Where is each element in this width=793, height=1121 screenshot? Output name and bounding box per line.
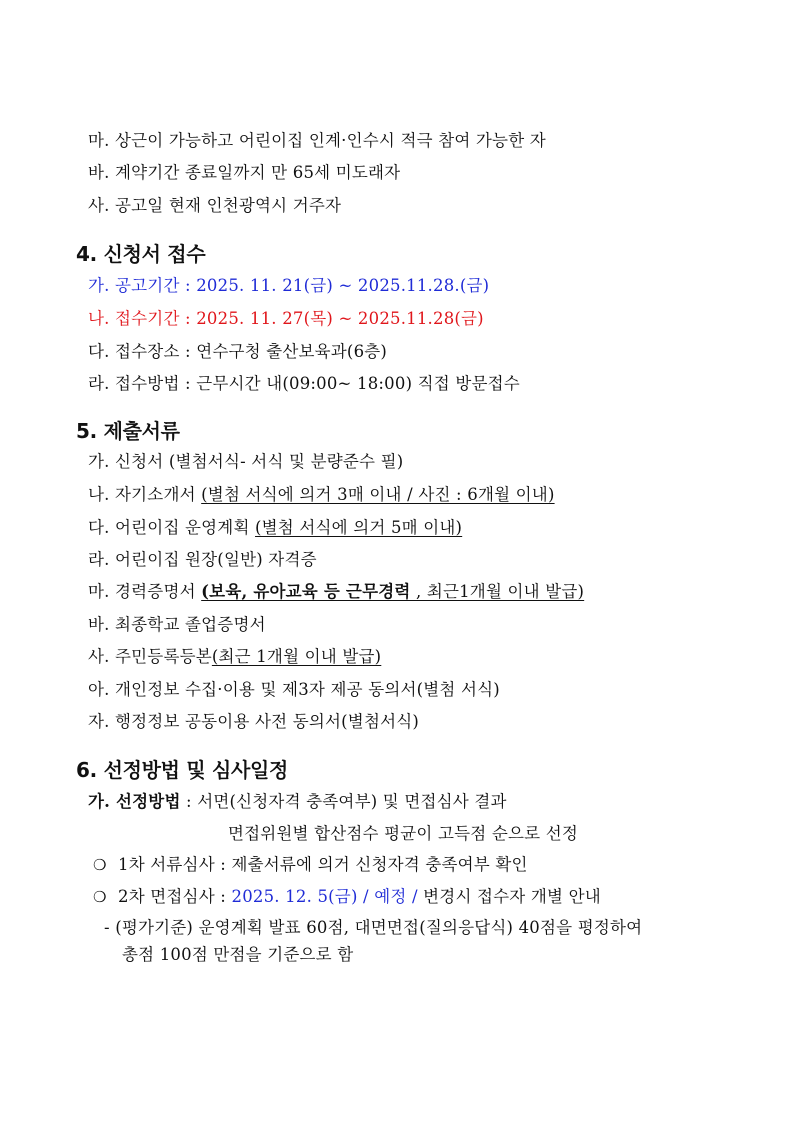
notice-period: 가. 공고기간 : 2025. 11. 21(금) ~ 2025.11.28.(금)	[88, 276, 490, 295]
application-method: 라. 접수방법 : 근무시간 내(09:00~ 18:00) 직접 방문접수	[88, 374, 520, 393]
doc-privacy-consent: 아. 개인정보 수집·이용 및 제3자 제공 동의서(별첨 서식)	[88, 680, 500, 699]
doc-career-note-bold: (보육, 유아교육 등 근무경력	[201, 582, 411, 601]
application-period: 나. 접수기간 : 2025. 11. 27(목) ~ 2025.11.28(금)	[88, 309, 484, 328]
doc-application-form: 가. 신청서 (별첨서식- 서식 및 분량준수 필)	[88, 452, 404, 471]
step-interview-note: 변경시 접수자 개별 안내	[417, 887, 601, 906]
bullet-circle-icon: ❍	[93, 888, 107, 906]
step-interview-date: 2025. 12. 5(금) / 예정 /	[231, 887, 418, 906]
doc-director-license: 라. 어린이집 원장(일반) 자격증	[88, 550, 317, 569]
doc-operation-plan-note: (별첨 서식에 의거 5매 이내)	[255, 518, 463, 537]
application-place: 다. 접수장소 : 연수구청 출산보육과(6층)	[88, 342, 388, 361]
doc-career-label: 마. 경력증명서	[88, 582, 202, 601]
evaluation-criteria: - (평가기준) 운영계획 발표 60점, 대면면접(질의응답식) 40점을 평정하여	[104, 918, 643, 937]
doc-self-introduction	[88, 484, 555, 506]
bullet-circle-icon: ❍	[93, 856, 107, 874]
doc-resident-registration	[88, 646, 381, 668]
selection-method-desc: : 서면(신청자격 충족여부) 및 면접심사 결과	[180, 792, 507, 811]
doc-self-intro-note: (별첨 서식에 의거 3매 이내 / 사진 : 6개월 이내)	[201, 485, 555, 504]
doc-career-note-rest: , 최근1개월 이내 발급)	[410, 582, 585, 601]
selection-method	[88, 791, 507, 813]
doc-operation-plan-label: 다. 어린이집 운영계획	[88, 518, 256, 537]
section-6-heading: 6. 선정방법 및 심사일정	[76, 758, 289, 782]
section-4-heading: 4. 신청서 접수	[76, 242, 206, 266]
doc-resident-label: 사. 주민등록등본	[88, 647, 212, 666]
qualification-ma: 마. 상근이 가능하고 어린이집 인계·인수시 적극 참여 가능한 자	[88, 131, 546, 150]
doc-career-note	[201, 582, 584, 601]
selection-method-label: 가. 선정방법	[88, 792, 181, 811]
doc-resident-note: (최근 1개월 이내 발급)	[211, 647, 382, 666]
step-document-review: 1차 서류심사 : 제출서류에 의거 신청자격 충족여부 확인	[118, 855, 528, 874]
doc-operation-plan	[88, 517, 462, 539]
doc-self-intro-label: 나. 자기소개서	[88, 485, 202, 504]
qualification-sa: 사. 공고일 현재 인천광역시 거주자	[88, 196, 342, 215]
step-interview-label: 2차 면접심사 :	[118, 887, 232, 906]
selection-method-cont: 면접위원별 합산점수 평균이 고득점 순으로 선정	[228, 824, 579, 843]
doc-admin-info-consent: 자. 행정정보 공동이용 사전 동의서(별첨서식)	[88, 712, 420, 731]
doc-graduation-certificate: 바. 최종학교 졸업증명서	[88, 615, 266, 634]
section-5-heading: 5. 제출서류	[76, 419, 180, 443]
evaluation-criteria-cont: 총점 100점 만점을 기준으로 함	[122, 945, 354, 964]
step-interview	[118, 886, 601, 908]
doc-career-certificate	[88, 581, 584, 603]
qualification-ba: 바. 계약기간 종료일까지 만 65세 미도래자	[88, 163, 401, 182]
